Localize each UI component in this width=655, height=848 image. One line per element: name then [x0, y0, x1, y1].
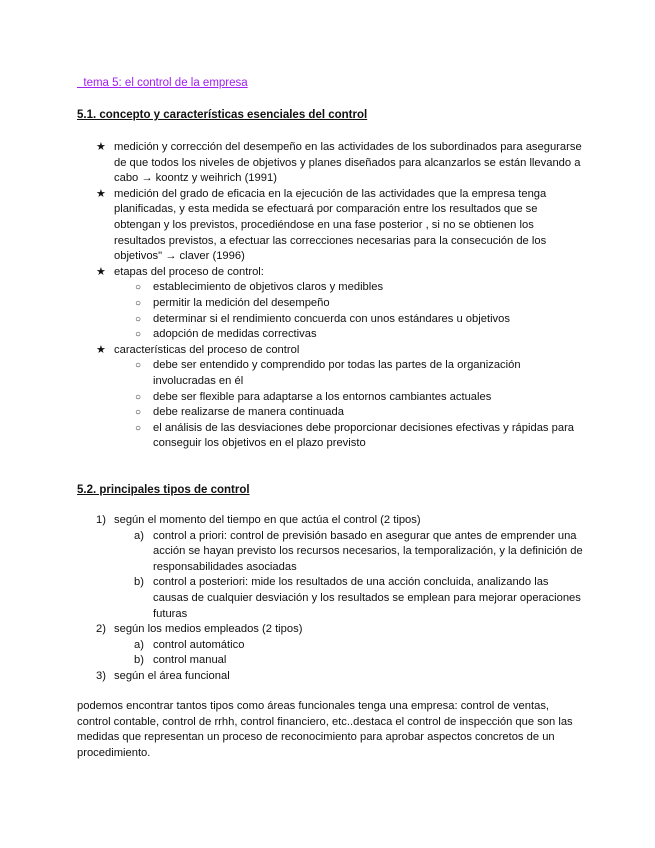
list-item: [0, 187, 584, 265]
sub-list-item-text: debe realizarse de manera continuada: [153, 406, 344, 419]
sub-list-item: [0, 421, 583, 452]
circle-bullet-icon: ○: [135, 329, 142, 341]
numbered-item: [0, 622, 584, 638]
star-bullet-icon: ★: [96, 141, 107, 153]
circle-bullet-icon: ○: [135, 297, 142, 309]
item-number: 2): [96, 623, 106, 636]
sub-list-item: [0, 358, 583, 389]
list-item-text: medición del grado de eficacia en la ejecución de las actividades que la empresa tenga planificadas, y esta medida se efectuará por comparación entre los resultados que se obtengan y los previstos, procediéndose en una fase posterior , si no se obtienen los resultados previstos, a efectuar las correcciones necesarias para la consecución de los objetivos" → claver (1996): [114, 187, 547, 263]
list-item: [0, 343, 584, 359]
lettered-item: [0, 575, 583, 622]
sub-list-item: [0, 405, 583, 421]
section-heading-5-1: 5.1. concepto y características esenciales del control: [77, 109, 368, 121]
star-bullet-icon: ★: [96, 265, 107, 278]
circle-bullet-icon: ○: [135, 360, 142, 372]
numbered-item-text: según el área funcional: [114, 669, 230, 682]
numbered-item: [0, 513, 584, 529]
list-item: [0, 140, 584, 187]
star-bullet-icon: ★: [96, 343, 107, 356]
sub-list-item-text: el análisis de las desviaciones debe proporcionar decisiones efectivas y rápidas para conseguir los objetivos en el plazo previsto: [153, 421, 575, 450]
section-5-2-list: [0, 513, 655, 685]
lettered-item-text: control a priori: control de previsión basado en asegurar que antes de emprender una acción se hayan previsto los recursos necesarios, la temporalización, y la definición de responsabilidades asociadas: [153, 529, 583, 573]
item-number: 3): [96, 669, 106, 682]
lettered-item: [0, 653, 583, 669]
sub-list-item: [0, 296, 583, 312]
sub-list-item-text: debe ser flexible para adaptarse a los entornos cambiantes actuales: [153, 390, 492, 403]
circle-bullet-icon: ○: [135, 422, 142, 434]
sub-list-item: [0, 327, 583, 343]
list-item-text: medición y corrección del desempeño en las actividades de los subordinados para asegurarse de que todos los niveles de objetivos y planes diseñados para alcanzarlos se están llevando a cabo → koontz y weihrich (1991): [114, 141, 582, 185]
list-item: [0, 265, 584, 281]
lettered-item-text: control manual: [153, 654, 227, 667]
sub-list-item: [0, 312, 583, 328]
lettered-item-text: control a posteriori: mide los resultados de una acción concluida, analizando las causas de cualquier desviación y los resultados se emplean para mejorar operaciones futuras: [153, 576, 581, 620]
lettered-item: [0, 529, 583, 576]
closing-paragraph: podemos encontrar tantos tipos como áreas funcionales tenga una empresa: control de ventas, control contable, control de rrhh, control financiero, etc..destaca el control de inspección que son las medidas que representan un proceso de reconocimiento para aprobar aspectos concretos de un procedimiento.: [77, 700, 573, 759]
sub-list-item-text: permitir la medición del desempeño: [153, 296, 330, 309]
circle-bullet-icon: ○: [135, 391, 142, 403]
item-letter: b): [134, 654, 144, 667]
numbered-item-text: según el momento del tiempo en que actúa el control (2 tipos): [114, 514, 421, 526]
list-item-text: características del proceso de control: [114, 343, 300, 356]
lettered-item-text: control automático: [153, 638, 245, 651]
item-letter: a): [134, 529, 144, 542]
section-5-1-list: [0, 140, 655, 452]
sub-list-item: [0, 280, 583, 296]
document-title: tema 5: el control de la empresa: [77, 77, 248, 89]
item-letter: b): [134, 576, 144, 589]
numbered-item: [0, 669, 584, 685]
list-item-text: etapas del proceso de control:: [114, 265, 264, 278]
sub-list-item-text: debe ser entendido y comprendido por todas las partes de la organización involucradas en él: [153, 359, 521, 387]
lettered-item: [0, 638, 583, 654]
item-number: 1): [96, 514, 106, 526]
sub-list-item-text: determinar si el rendimiento concuerda con unos estándares u objetivos: [153, 312, 510, 325]
circle-bullet-icon: ○: [135, 313, 142, 325]
sub-list-item-text: establecimiento de objetivos claros y medibles: [153, 281, 384, 294]
star-bullet-icon: ★: [96, 187, 107, 200]
section-heading-5-2: 5.2. principales tipos de control: [77, 484, 250, 496]
circle-bullet-icon: ○: [135, 282, 142, 294]
sub-list-item: [0, 390, 583, 406]
circle-bullet-icon: ○: [135, 407, 142, 419]
numbered-item-text: según los medios empleados (2 tipos): [114, 623, 303, 636]
sub-list-item-text: adopción de medidas correctivas: [153, 328, 317, 341]
item-letter: a): [134, 638, 144, 651]
